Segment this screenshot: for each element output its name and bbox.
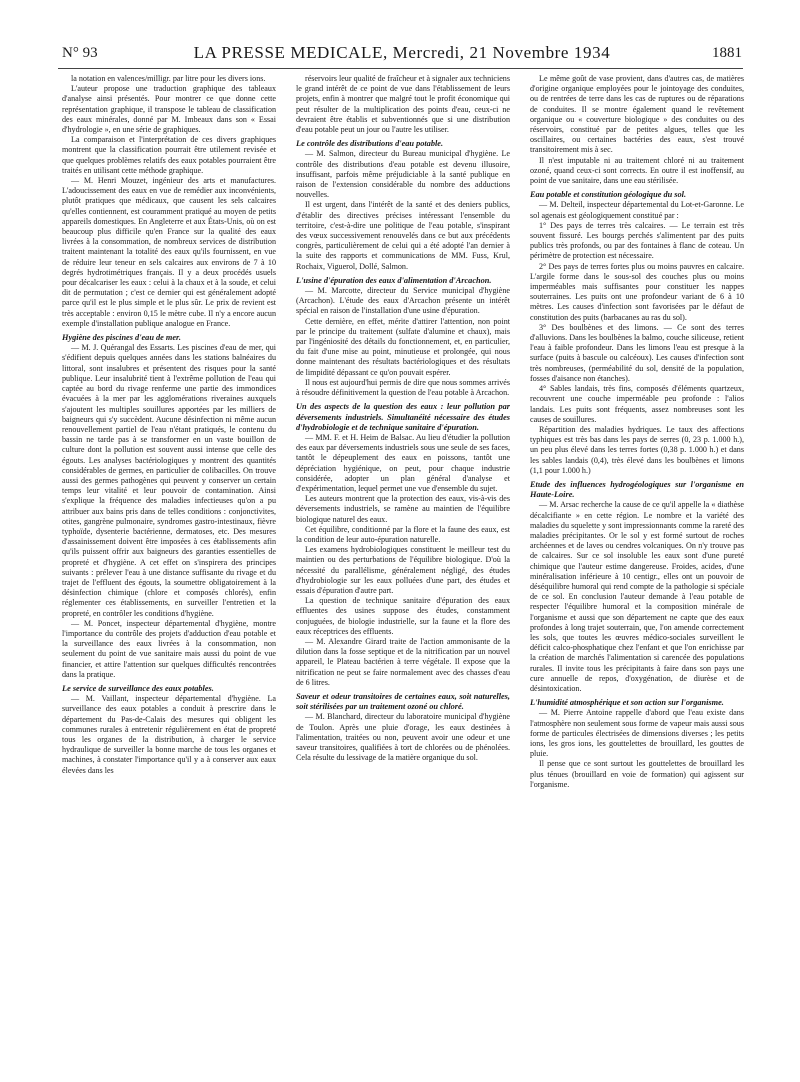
paragraph: — M. Alexandre Girard traite de l'action ammonisante de la dilution dans la fosse septique et de la nitrification par un nouvel appareil, le Plateau bactérien à terre végétale. Il expose que la nitrification ne peut se faire normalement avec des chasses d'eau de 6 litres. bbox=[296, 636, 510, 687]
header-rule bbox=[58, 68, 743, 69]
paragraph: 4° Sables landais, très fins, composés d'éléments quartzeux, recouvrent une couche imperméable peu profonde : l'alios landais. Les puits sont fréquents, assez nombreuses sont les causes de souillures. bbox=[530, 384, 744, 424]
column-2 bbox=[296, 74, 510, 1049]
paragraph: — M. Henri Mouzet, ingénieur des arts et manufactures. L'adoucissement des eaux en vue de remédier aux inconvénients, plutôt pratiques que médicaux, que causent les sels calcaires qu'elles contiennent, est couramment pratiqué au moyen de petits appareils domestiques. En Angleterre et aux États-Unis, où on est beaucoup plus difficile qu'en France sur la qualité des eaux livrées à la consommation, de nombreux services de distribution traitent maintenant la totalité des eaux qu'ils fournissent, en vue de réduire leur teneur en sels calcaires aux environs de 7 à 10 degrés hydrotimétriques français. Il y a deux procédés usuels pour décalcariser les eaux : celui à la chaux et à la soude, et celui dit de permutation ; c'est ce dernier qui est généralement adopté parce qu'il est le plus simple et le plus sûr. Le prix de revient est très acceptable : environ 0,15 le mètre cube. Il n'y a encore aucun exemple d'installation publique analogue en France. bbox=[62, 176, 276, 328]
paragraph: — M. Poncet, inspecteur départemental d'hygiène, montre l'importance du contrôle des projets d'adduction d'eau potable et la surveillance des eaux livrées à la consommation, non seulement du point de vue sanitaire mais aussi du point de vue financier, et attire l'attention sur quelques difficultés rencontrées dans la pratique. bbox=[62, 618, 276, 679]
paragraph: Cette dernière, en effet, mérite d'attirer l'attention, non point par le principe du traitement (sulfate d'alumine et chaux), mais par l'ingéniosité des détails du fonctionnement, et, en particulier, du fait d'une mise au point, minutieuse et prolongée, qui nous donne maintenant des résultats bactériologiques et des résultats de limpidité dépassant ce qu'on pouvait espérer. bbox=[296, 316, 510, 377]
section-heading: Hygiène des piscines d'eau de mer. bbox=[62, 333, 181, 343]
paragraph: Le même goût de vase provient, dans d'autres cas, de matières d'origine organique employées pour le jointoyage des conduites, ou de rentrées de terre dans les cas de ruptures ou de réparations de conduites. Il se montre également quand le revêtement organique ou « couverture biologique » des conduites ou des réservoirs, constitué par de petites algues, telles que les oscillaires, ou certaines bactéries des eaux, s'est trouvé transitoirement mis à sec. bbox=[530, 74, 744, 155]
paragraph: 1° Des pays de terres très calcaires. — Le terrain est très souvent fissuré. Les bourgs perchés s'alimentent par des puits publics très profonds, ou par des fontaines à flanc de coteau. Un périmètre de protection est nécessaire. bbox=[530, 220, 744, 261]
section-heading: Le contrôle des distributions d'eau potable. bbox=[296, 139, 444, 149]
column-1 bbox=[62, 74, 276, 1049]
section-heading: Etude des influences hydrogéologiques sur l'organisme en Haute-Loire. bbox=[530, 479, 744, 500]
paragraph: Les auteurs montrent que la protection des eaux, vis-à-vis des déversements industriels, se ramène au maintien de l'équilibre biologique naturel des eaux. bbox=[296, 494, 510, 524]
section-heading: L'humidité atmosphérique et son action sur l'organisme. bbox=[530, 698, 724, 708]
paragraph: — M. Delteil, inspecteur départemental du Lot-et-Garonne. Le sol agenais est géologiquement constitué par : bbox=[530, 200, 744, 220]
paragraph: Il est urgent, dans l'intérêt de la santé et des deniers publics, d'établir des directives précises intéressant l'ensemble du territoire, c'est-à-dire une politique de l'eau potable, s'inspirant des vœux successivement renouvelés dans ce but aux précédents congrès, particulièrement de celui qui a été adopté l'an dernier à la suite des rapports et communications de MM. Fuss, Krul, Rochaix, Viguerol, Dollé, Salmon. bbox=[296, 200, 510, 271]
paragraph: L'auteur propose une traduction graphique des tableaux d'analyse ainsi présentés. Pour montrer ce que donne cette représentation graphique, il transpose le tableau de classification des eaux minérales, donné par M. Imbeaux dans son « Essai d'hydrologie », en une série de graphiques. bbox=[62, 84, 276, 135]
paragraph: La comparaison et l'interprétation de ces divers graphiques montrent que la classification pourrait être utilement revisée et que quelques problèmes relatifs des eaux potables pourraient être traités en utilisant cette méthode graphique. bbox=[62, 135, 276, 175]
paragraph: 2° Des pays de terres fortes plus ou moins pauvres en calcaire. L'argile forme dans le sous-sol des couches plus ou moins imperméables mais suffisantes pour constituer les nappes souterraines. Les puits ont une profondeur variant de 6 à 10 mètres. Les causes d'infection sont favorisées par le défaut de constitution des puits (barbacanes au ras du sol). bbox=[530, 261, 744, 322]
paragraph: Il pense que ce sont surtout les gouttelettes de brouillard les plus ténues (brouillard en voie de formation) qui agissent sur l'organisme. bbox=[530, 759, 744, 789]
journal-title: LA PRESSE MEDICALE, Mercredi, 21 Novembre 1934 bbox=[193, 43, 611, 62]
paragraph: la notation en valences/milligr. par litre pour les divers ions. bbox=[71, 74, 266, 83]
paragraph: Cet équilibre, conditionné par la flore et la faune des eaux, est la condition de leur auto-épuration naturelle. bbox=[296, 524, 510, 544]
column-3 bbox=[530, 74, 744, 1049]
paragraph: — M. Pierre Antoine rappelle d'abord que l'eau existe dans l'atmosphère non seulement sous forme de vapeur mais aussi sous forme de particules électrisées de dimensions diverses ; les petits ions, les gros ions, les gouttelettes de brouillard, les gouttes de pluie. bbox=[530, 708, 744, 759]
paragraph: — M. Marcotte, directeur du Service municipal d'hygiène (Arcachon). L'étude des eaux d'Arcachon présente un intérêt spécial en raison de l'installation d'une usine d'épuration. bbox=[296, 286, 510, 316]
paragraph: Répartition des maladies hydriques. Le taux des affections typhiques est très bas dans les pays de serres (0, 23 p. 1.000 h.), un peu plus élevé dans les terres fortes (0,38 p. 1.000 h.) et dans les sables landais (0,4), très élevé dans les boulbènes et limons (1,1 pour 1.000 h.) bbox=[530, 424, 744, 475]
paragraph: — M. Salmon, directeur du Bureau municipal d'hygiène. Le contrôle des distributions d'eau potable est devenu illusoire, insuffisant, parfois même préjudiciable à la santé publique en raison de l'extension considérable du nombre des adductions nouvelles. bbox=[296, 149, 510, 200]
section-heading: Un des aspects de la question des eaux : leur pollution par déversements industriels. Simultanéité nécessaire des études d'hydrobiologie et de technique sanitaire d'épuration. bbox=[296, 402, 510, 432]
paragraph: — M. Vaillant, inspecteur départemental d'hygiène. La surveillance des eaux potables a conduit à prescrire dans le département du Pas-de-Calais des mesures qui obligent les communes rurales à entretenir régulièrement en état de propreté tous les organes de la distribution, à charger le service hydraulique de surveiller la bonne marche de tous les organes et machines, à constater l'importance qu'il y a à conserver aux eaux élevées dans les bbox=[62, 694, 276, 775]
page-header bbox=[62, 43, 742, 67]
section-heading: Eau potable et constitution géologique du sol. bbox=[530, 190, 687, 200]
paragraph: Il nous est aujourd'hui permis de dire que nous sommes arrivés à résoudre définitivement la question de l'eau potable à Arcachon. bbox=[296, 377, 510, 398]
issue-number: N° 93 bbox=[62, 45, 98, 61]
section-heading: Saveur et odeur transitoires de certaines eaux, soit naturelles, soit stérilisées par un traitement ozoné ou chloré. bbox=[296, 691, 510, 712]
paragraph: réservoirs leur qualité de fraîcheur et à signaler aux techniciens le grand intérêt de ce point de vue dans l'établissement de leurs projets, enfin à montrer que malgré tout le profit économique qui peut résulter de la multiplication des points d'eau, ceux-ci ne devraient être établis et subventionnés que si une distribution d'eau potable peut un jour ou l'autre les utiliser. bbox=[296, 74, 510, 135]
paragraph: — M. J. Quérangal des Essarts. Les piscines d'eau de mer, qui s'édifient depuis quelques années dans les stations balnéaires du littoral, sont insalubres et présentent des risques pour la santé publique. Leur insalubrité tient à l'extrême pollution de l'eau qui captée au bord du rivage renferme une partie des immondices évacuées à la mer par les agglomérations riveraines auxquels s'ajoutent les multiples souillures apportées par les milliers de baigneurs qui s'y succèdent. Aucune désinfection ni même aucun renouvellement partiel de l'eau n'étant pratiqués, le contenu du bassin ne tarde pas à se transformer en un vaste bouillon de culture dont la pollution est souvent aussi intense que celle des égouts. Les analyses bactériologiques y montrent des quantités considérables de germes, en particulier de colibacilles. On trouve aussi des germes pathogènes qui peuvent y conserver un certain temps leur vitalité et leur pouvoir de contamination. Ainsi s'explique la fréquence des maladies infectieuses qu'on a pu attribuer aux bains pris dans de telles conditions : conjonctivites, otites, gangrène pulmonaire, syndromes gastro-intestinaux, fièvre typhoïde, dysenterie bactérienne, dermatoses, etc. Des mesures d'assainissement doivent être imposées à ces établissements afin qu'ils puissent offrir aux baigneurs des garanties essentielles de propreté et d'hygiène. A cet effet on s'inspirera des principes suivants : prélever l'eau à une distance suffisante du rivage et du trajet de l'effluent des égouts, la soumettre obligatoirement à la désinfection chimique (chlore et composés chlorés), enfin réglementer ces établissements, en surveiller l'entretien et la propreté, en contrôler les conditions d'hygiène. bbox=[62, 343, 276, 618]
paragraph: Il n'est imputable ni au traitement chloré ni au traitement ozoné, quand ceux-ci sont corrects. En outre il est inoffensif, au point de vue sanitaire, dans une eau stérilisée. bbox=[530, 155, 744, 186]
paragraph: Les examens hydrobiologiques constituent le meilleur test du maintien ou des perturbations de l'équilibre biologique. D'où la nécessité du parallélisme, généralement négligé, des études d'hydrobiologie sur les eaux polluées d'une part, des études et essais d'épuration d'autre part. bbox=[296, 545, 510, 595]
paragraph: La question de technique sanitaire d'épuration des eaux effluentes des usines suppose des études, constamment conjuguées, de biologie industrielle, sur la faune et la flore des eaux réceptrices des effluents. bbox=[296, 596, 510, 636]
section-heading: Le service de surveillance des eaux potables. bbox=[62, 683, 214, 693]
paragraph: — M. Blanchard, directeur du laboratoire municipal d'hygiène de Toulon. Après une pluie d'orage, les eaux destinées à l'alimentation, traitées ou non, peuvent avoir une odeur et une saveur transitoires, qualifiées à tort de chlorées ou de phénolées. Cela résulte du lessivage de la matière organique du sol. bbox=[296, 712, 510, 763]
paragraph: 3° Des boulbènes et des limons. — Ce sont des terres d'alluvions. Dans les boulbènes la balmo, couche siliceuse, retient l'eau à faible profondeur. Dans les limons l'eau est presque à la surface (puits à bascule ou calcéoux). Les causes d'infection sont très nombreuses, (perméabilité du sol, densité de la population, fosses d'aisance non étanches). bbox=[530, 322, 744, 383]
page-number: 1881 bbox=[712, 45, 742, 61]
paragraph: — M. Arsac recherche la cause de ce qu'il appelle la « diathèse décalcifiante » en cette région. Le nombre et la variété des maladies du squelette y sont impressionnants comme la rareté des maladies précipitantes. Or le sol y est formé surtout de roches archéennes et de laves ou cendres volcaniques. On n'y trouve pas de calcaires. Sur ce sol insoluble les eaux sont d'une pureté chimique que l'auteur estime dangereuse. Froides, acides, d'une minéralisation inférieure à 10 centigr., elles ont un pouvoir de déséquilibre humoral qui rend compte de la pathologie si spéciale de ce sol. En conclusion l'auteur demande à l'eau potable de respecter l'équilibre humoral et la composition minérale de l'organisme et aussi que son département ne capte que des eaux profondes à long trajet souterrain, que, l'on amende correctement les sols, que toutes les œuvres médico-sociales surveillent le déficit calco-phosphatique chez l'enfant et que l'on enrichisse par la création de marchés l'alimentation si carencée des populations rurales. Il invite tous les précipitants à faire dans son pays une cure annuelle de repos, d'oxygénation, de diurèse et de désintoxication. bbox=[530, 500, 744, 693]
section-heading: L'usine d'épuration des eaux d'alimentation d'Arcachon. bbox=[296, 275, 492, 285]
paragraph: — MM. F. et H. Heim de Balsac. Au lieu d'étudier la pollution des eaux par déversements industriels sous une seule de ses faces, tantôt le dépeuplement des eaux en poissons, tantôt une dépréciation hygiénique, on peut, pour chaque industrie considérée, adopter un plan général d'analyse et d'expérimentation, lequel permet une vue d'ensemble du sujet. bbox=[296, 432, 510, 493]
